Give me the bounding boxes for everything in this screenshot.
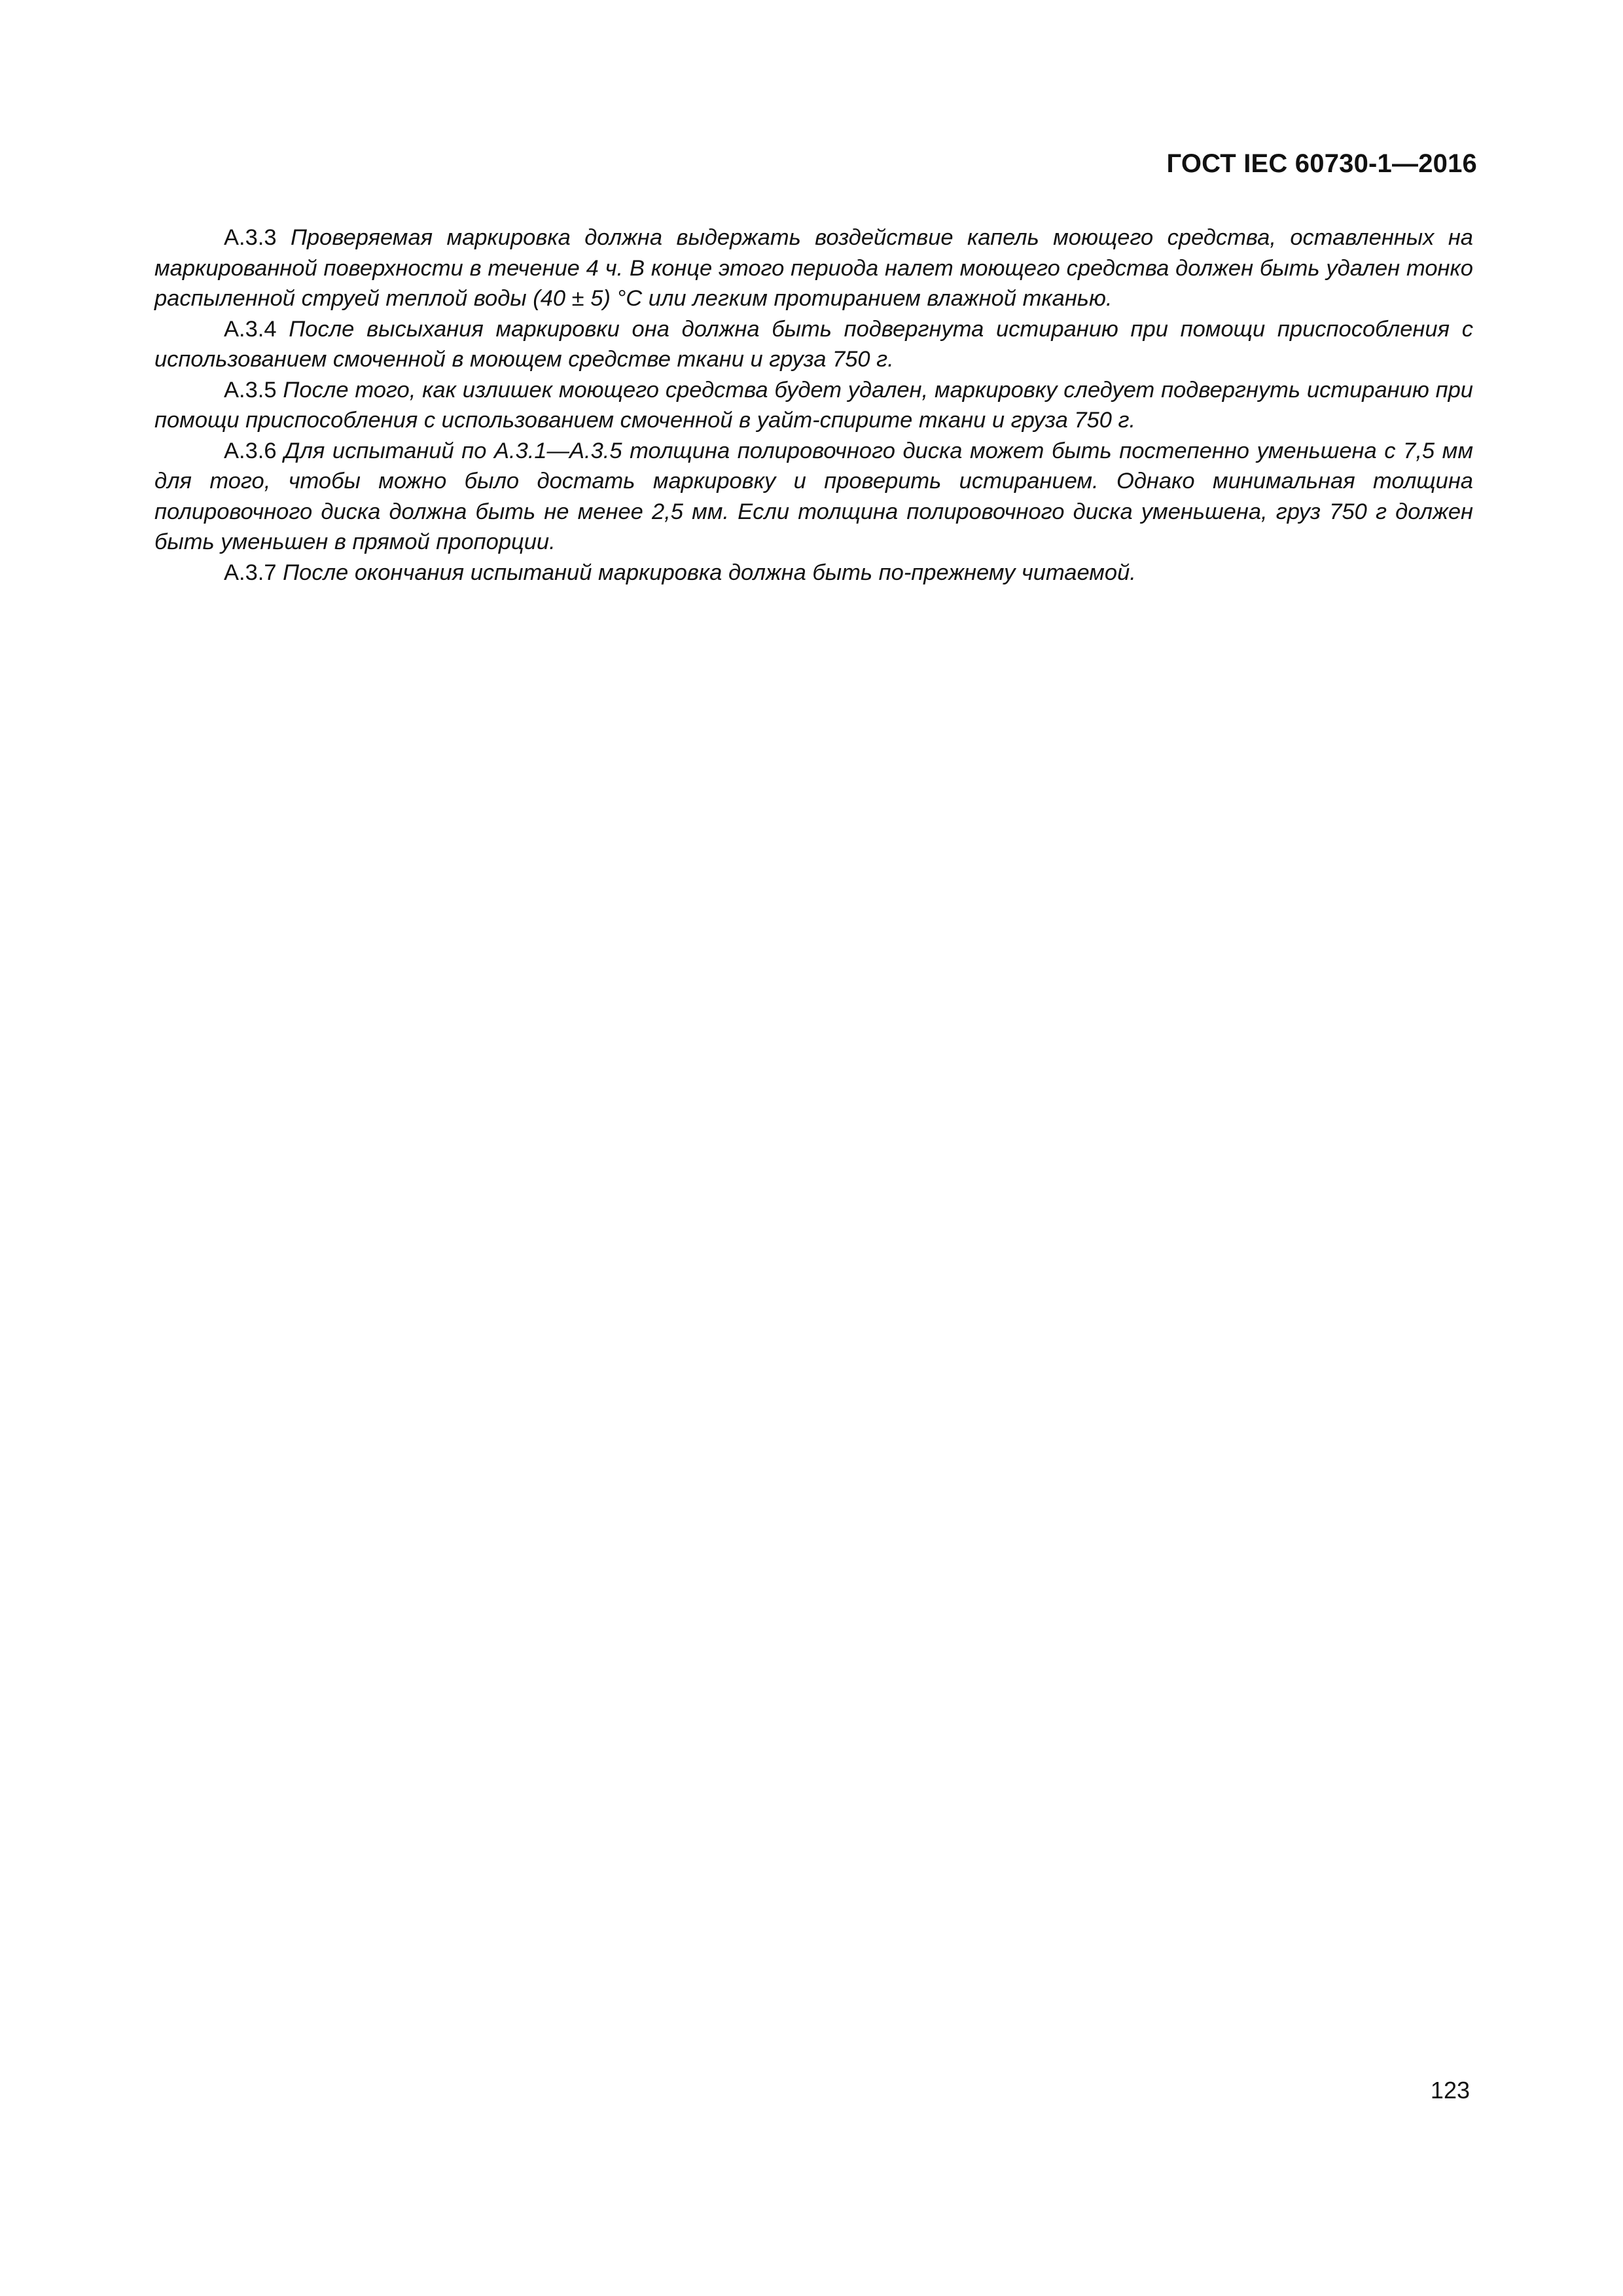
clause-text: После высыхания маркировки она должна быть подвергнута истиранию при помощи приспособления с использованием смоченной в моющем средстве ткани и груза 750 г.	[154, 316, 1473, 372]
clause-number: А.3.6	[224, 438, 277, 463]
standard-designation-header: ГОСТ IEC 60730-1—2016	[1166, 149, 1477, 178]
clause-a-3-7	[154, 558, 1473, 588]
clause-a-3-5	[154, 375, 1473, 436]
clause-text: После того, как излишек моющего средства будет удален, маркировку следует подвергнуть истиранию при помощи приспособления с использованием смоченной в уайт-спирите ткани и груза 750 г.	[154, 377, 1473, 433]
clause-a-3-4	[154, 314, 1473, 375]
document-body	[154, 223, 1473, 588]
clause-number: А.3.4	[224, 316, 277, 342]
clause-a-3-6	[154, 436, 1473, 558]
clause-number: А.3.5	[224, 377, 277, 403]
clause-number: А.3.3	[224, 225, 277, 250]
clause-a-3-3	[154, 223, 1473, 314]
page-number: 123	[1430, 2077, 1470, 2104]
clause-text: Проверяемая маркировка должна выдержать воздействие капель моющего средства, оставленных на маркированной поверхности в течение 4 ч. В конце этого периода налет моющего средства должен быть удален тонко распыленной струей теплой воды (40 ± 5) °С или легким протиранием влажной тканью.	[154, 225, 1473, 311]
clause-number: А.3.7	[224, 560, 277, 585]
clause-text: После окончания испытаний маркировка должна быть по-прежнему читаемой.	[283, 560, 1136, 585]
clause-text: Для испытаний по А.3.1—А.3.5 толщина полировочного диска может быть постепенно уменьшена с 7,5 мм для того, чтобы можно было достать маркировку и проверить истиранием. Однако минимальная толщина полировочного диска должна быть не менее 2,5 мм. Если толщина полировочного диска уменьшена, груз 750 г должен быть уменьшен в прямой пропорции.	[154, 438, 1473, 554]
